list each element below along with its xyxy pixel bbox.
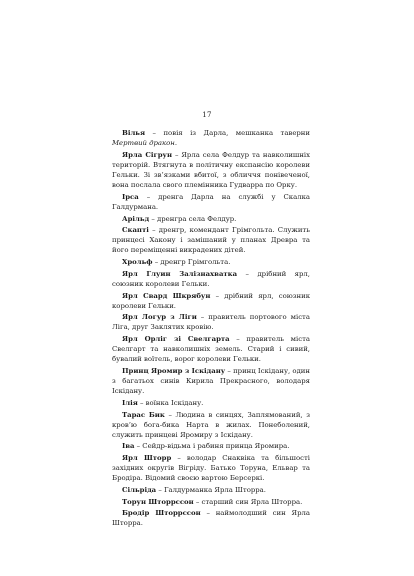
character-description: – правитель міста Свелгарт та навколишніх земель. Старий і сивий, бувалий воїтель, ворог королеви Гельки. xyxy=(112,335,310,364)
character-name: Ярл Свард Шкрябун xyxy=(122,291,211,300)
character-entry xyxy=(112,214,310,224)
character-entry xyxy=(112,225,310,255)
character-name: Іва xyxy=(122,442,135,451)
character-entry xyxy=(112,497,310,507)
character-description: – Галдурманка Ярла Шторра. xyxy=(156,486,266,494)
character-description: – дренга Дарла на службі у Скалка Галдурмана. xyxy=(112,192,310,211)
character-entry xyxy=(112,312,310,332)
character-description: – Людина в синцях, Заплямований, з кров’ю бога-бика Нарта в жилах. Понеболений, служить принцеві Яромиру з Іскідану. xyxy=(112,410,310,439)
italic-title: Мертвий дракон xyxy=(112,139,175,148)
character-entry xyxy=(112,485,310,495)
character-entry xyxy=(112,453,310,483)
character-description: – наймолодший син Ярла Шторра. xyxy=(112,509,310,528)
character-name: Ірса xyxy=(122,192,139,201)
character-name: Ярл Глуин Залізнахватка xyxy=(122,269,238,278)
character-name: Ярла Сігрун xyxy=(122,150,172,159)
character-name: Арільд xyxy=(122,214,150,223)
character-description: – дрібний ярл, союзник королеви Гельки. xyxy=(112,291,310,310)
character-entry xyxy=(112,508,310,528)
character-name: Принц Яромир з Іскідану xyxy=(122,367,226,375)
character-entry xyxy=(112,366,310,396)
character-description: – дренгр, комендант Грімгольта. Служить принцесі Хакону і замішаний у планах Древра та його переміщенні викрадених дітей. xyxy=(112,226,310,255)
character-name: Торун Шторрссон xyxy=(122,497,194,506)
character-description: – принц Іскідану, один з багатьох синів Кирила Прекрасного, володаря Іскідану. xyxy=(112,367,310,396)
character-name: Тарас Бик xyxy=(122,410,165,419)
character-name: Ілія xyxy=(122,398,138,407)
character-description: – володар Снаквіка та більшості західних округів Вігріду. Батько Торуна, Ельвар та Бродіра. Відомий своєю вартою Берсеркі. xyxy=(112,454,310,483)
character-description: – старший син Ярла Шторра. xyxy=(193,497,303,506)
character-entry xyxy=(112,257,310,267)
character-description: – дрібний ярл, союзник королеви Гельки. xyxy=(112,269,310,288)
character-name: Ярл Логур з Ліги xyxy=(122,313,197,322)
character-entry xyxy=(112,128,310,148)
character-entry xyxy=(112,269,310,289)
character-description: – Сейдр-відьма і рабиня принца Яромира. xyxy=(134,442,290,451)
character-description: – правитель портового міста Ліга, друг Заклятих кровію. xyxy=(112,313,310,332)
description-tail: . xyxy=(174,139,178,148)
character-name: Ярл Орліг зі Свелгарта xyxy=(122,335,230,344)
character-name: Скапті xyxy=(122,226,149,235)
character-entry xyxy=(112,334,310,364)
character-name: Вілья xyxy=(122,129,146,137)
character-description: – Ярла села Фелдур та навколишніх територій. Втягнута в політичну експансію королеви Гельки. Зі зв’язками вбитої, з обличчя понівеченої, вона послала свого племінника Гудварра по Орку. xyxy=(112,150,311,190)
character-entry xyxy=(112,398,310,408)
character-description: – воїнка Іскідану. xyxy=(137,398,204,407)
character-list xyxy=(112,128,310,530)
character-name: Хрольф xyxy=(122,258,153,267)
character-name: Сільріда xyxy=(122,486,157,494)
character-name: Бродір Шторрссон xyxy=(122,509,201,518)
character-entry xyxy=(112,291,310,311)
character-entry xyxy=(112,441,310,451)
character-entry xyxy=(112,150,310,190)
character-entry xyxy=(112,192,310,212)
character-name: Ярл Шторр xyxy=(122,454,172,463)
character-description: – дренгра села Фелдур. xyxy=(149,214,237,223)
character-description: – повія із Дарла, мешканка таверни xyxy=(145,129,310,137)
character-entry xyxy=(112,410,310,440)
character-description: – дренгр Грімгольта. xyxy=(152,258,231,267)
page-number: 17 xyxy=(202,111,212,119)
